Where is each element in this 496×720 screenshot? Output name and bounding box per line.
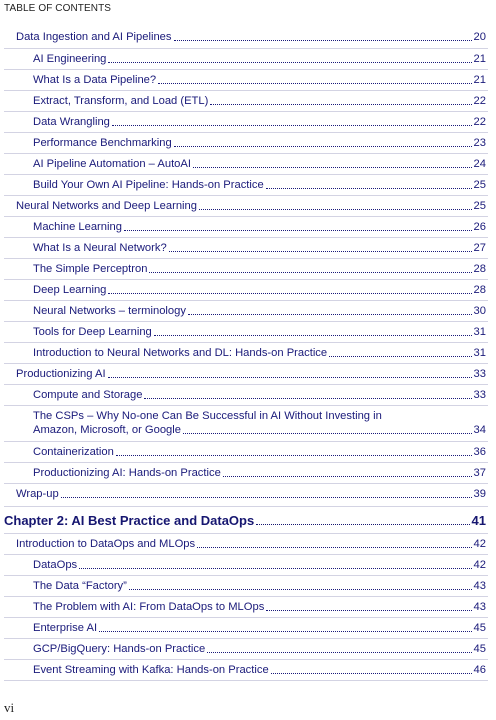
- dot-leader: [169, 251, 472, 252]
- toc-entry[interactable]: [33, 136, 486, 150]
- toc-entry-title: The Data “Factory”: [33, 580, 127, 592]
- dot-leader: [174, 40, 472, 41]
- dot-leader: [108, 293, 471, 294]
- toc-entry-page: 36: [473, 446, 486, 458]
- toc-entry-page: 42: [473, 559, 486, 571]
- toc-entry-page: 30: [473, 305, 486, 317]
- toc-entry[interactable]: [33, 409, 486, 437]
- toc-entry[interactable]: [16, 537, 486, 551]
- toc-entry[interactable]: [33, 579, 486, 593]
- divider: [4, 533, 488, 534]
- toc-entry-page: 37: [473, 467, 486, 479]
- divider: [4, 575, 488, 576]
- dot-leader: [197, 547, 471, 548]
- divider: [4, 554, 488, 555]
- dot-leader: [256, 524, 469, 525]
- divider: [4, 153, 488, 154]
- toc-entry-title: Containerization: [33, 446, 114, 458]
- toc-entry-title: Build Your Own AI Pipeline: Hands-on Practice: [33, 179, 264, 191]
- dot-leader: [210, 104, 471, 105]
- chapter-title: Chapter 2: AI Best Practice and DataOps: [4, 513, 255, 528]
- toc-entry[interactable]: [33, 388, 486, 402]
- toc-entry-page: 33: [473, 389, 486, 401]
- toc-entry[interactable]: [33, 558, 486, 572]
- dot-leader: [223, 476, 472, 477]
- toc-entry[interactable]: [33, 445, 486, 459]
- dot-leader: [144, 398, 471, 399]
- toc-chapter[interactable]: [4, 513, 486, 529]
- dot-leader: [158, 83, 471, 84]
- toc-entry-title: What Is a Data Pipeline?: [33, 74, 157, 86]
- page-number: vi: [4, 700, 15, 715]
- toc-entry-title: Data Wrangling: [33, 116, 110, 128]
- toc-entry-title: Machine Learning: [33, 221, 122, 233]
- dot-leader: [266, 610, 471, 611]
- divider: [4, 659, 488, 660]
- toc-entry-title: AI Engineering: [33, 53, 107, 65]
- dot-leader: [149, 272, 471, 273]
- toc-entry[interactable]: [33, 304, 486, 318]
- toc-entry[interactable]: [33, 346, 486, 360]
- toc-entry-page: 34: [473, 424, 486, 436]
- divider: [4, 638, 488, 639]
- toc-entry-page: 33: [473, 368, 486, 380]
- dot-leader: [199, 209, 472, 210]
- toc-entry-title: Compute and Storage: [33, 389, 143, 401]
- divider: [4, 111, 488, 112]
- dot-leader: [266, 188, 472, 189]
- toc-entry-title: Performance Benchmarking: [33, 137, 172, 149]
- toc-entry-page: 25: [473, 200, 486, 212]
- divider: [4, 48, 488, 49]
- toc-entry-title: Introduction to Neural Networks and DL: Hands-on Practice: [33, 347, 328, 359]
- toc-entry[interactable]: [33, 73, 486, 87]
- toc-entry-page: 21: [473, 53, 486, 65]
- divider: [4, 483, 488, 484]
- toc-entry[interactable]: [16, 487, 486, 501]
- toc-entry-title: DataOps: [33, 559, 78, 571]
- toc-entry-page: 28: [473, 284, 486, 296]
- toc-entry-title: Deep Learning: [33, 284, 107, 296]
- toc-entry-title: GCP/BigQuery: Hands-on Practice: [33, 643, 206, 655]
- divider: [4, 321, 488, 322]
- toc-entry-page: 42: [473, 538, 486, 550]
- divider: [4, 300, 488, 301]
- toc-entry[interactable]: [33, 663, 486, 677]
- divider: [4, 384, 488, 385]
- dot-leader: [112, 125, 472, 126]
- divider: [4, 132, 488, 133]
- dot-leader: [183, 433, 472, 434]
- toc-entry-title: Productionizing AI: [16, 368, 106, 380]
- dot-leader: [188, 314, 472, 315]
- toc-entry-title: Enterprise AI: [33, 622, 98, 634]
- toc-entry[interactable]: [16, 30, 486, 44]
- toc-entry-title: Introduction to DataOps and MLOps: [16, 538, 196, 550]
- toc-entry[interactable]: [33, 466, 486, 480]
- toc-entry[interactable]: [33, 94, 486, 108]
- divider: [4, 279, 488, 280]
- divider: [4, 174, 488, 175]
- dot-leader: [154, 335, 472, 336]
- dot-leader: [124, 230, 472, 231]
- toc-entry[interactable]: [33, 262, 486, 276]
- dot-leader: [329, 356, 471, 357]
- toc-entry-page: 23: [473, 137, 486, 149]
- toc-entry[interactable]: [33, 642, 486, 656]
- divider: [4, 462, 488, 463]
- dot-leader: [271, 673, 472, 674]
- toc-entry-page: 22: [473, 116, 486, 128]
- divider: [4, 237, 488, 238]
- toc-entry[interactable]: [16, 367, 486, 381]
- toc-entry[interactable]: [33, 600, 486, 614]
- toc-entry[interactable]: [33, 283, 486, 297]
- toc-entry-page: 45: [473, 643, 486, 655]
- dot-leader: [193, 167, 472, 168]
- divider: [4, 258, 488, 259]
- toc-entry-page: 39: [473, 488, 486, 500]
- toc-entry-title: Wrap-up: [16, 488, 59, 500]
- toc-entry-title: Neural Networks and Deep Learning: [16, 200, 197, 212]
- toc-entry[interactable]: [33, 178, 486, 192]
- toc-entry[interactable]: [33, 52, 486, 66]
- divider: [4, 596, 488, 597]
- toc-entry[interactable]: [33, 325, 486, 339]
- toc-entry[interactable]: [33, 241, 486, 255]
- running-head: TABLE OF CONTENTS: [4, 3, 112, 14]
- dot-leader: [108, 377, 472, 378]
- toc-entry-page: 22: [473, 95, 486, 107]
- toc-entry-page: 24: [473, 158, 486, 170]
- dot-leader: [129, 589, 472, 590]
- divider: [4, 363, 488, 364]
- toc-entry-title: Data Ingestion and AI Pipelines: [16, 31, 172, 43]
- dot-leader: [99, 631, 471, 632]
- toc-entry-page: 45: [473, 622, 486, 634]
- divider: [4, 506, 488, 507]
- toc-entry[interactable]: [16, 199, 486, 213]
- divider: [4, 617, 488, 618]
- divider: [4, 441, 488, 442]
- divider: [4, 342, 488, 343]
- toc-entry-title: The CSPs – Why No-one Can Be Successful in AI Without Investing in: [33, 410, 382, 422]
- divider: [4, 90, 488, 91]
- toc-entry[interactable]: [33, 115, 486, 129]
- dot-leader: [174, 146, 472, 147]
- chapter-page: 41: [471, 513, 486, 528]
- toc-entry-page: 27: [473, 242, 486, 254]
- divider: [4, 69, 488, 70]
- toc-entry-page: 21: [473, 74, 486, 86]
- dot-leader: [79, 568, 471, 569]
- toc-entry-page: 43: [473, 580, 486, 592]
- toc-entry-title: Extract, Transform, and Load (ETL): [33, 95, 209, 107]
- toc-entry-page: 43: [473, 601, 486, 613]
- divider: [4, 195, 488, 196]
- divider: [4, 680, 488, 681]
- toc-entry-title: The Simple Perceptron: [33, 263, 148, 275]
- toc-entry[interactable]: [33, 621, 486, 635]
- dot-leader: [108, 62, 471, 63]
- dot-leader: [116, 455, 472, 456]
- dot-leader: [61, 497, 472, 498]
- toc-entry-page: 25: [473, 179, 486, 191]
- divider: [4, 405, 488, 406]
- toc-entry[interactable]: [33, 220, 486, 234]
- toc-entry-page: 20: [473, 31, 486, 43]
- toc-entry-page: 26: [473, 221, 486, 233]
- dot-leader: [207, 652, 471, 653]
- toc-entry-title: AI Pipeline Automation – AutoAI: [33, 158, 191, 170]
- toc-entry-title: Tools for Deep Learning: [33, 326, 152, 338]
- toc-entry-title: Productionizing AI: Hands-on Practice: [33, 467, 221, 479]
- toc-entry-title-continued: Amazon, Microsoft, or Google: [33, 424, 181, 436]
- divider: [4, 216, 488, 217]
- toc-entry-page: 28: [473, 263, 486, 275]
- toc-entry-page: 31: [473, 347, 486, 359]
- toc-entry-page: 31: [473, 326, 486, 338]
- toc-entry-title: The Problem with AI: From DataOps to MLOps: [33, 601, 265, 613]
- toc-entry-page: 46: [473, 664, 486, 676]
- toc-entry-title: Event Streaming with Kafka: Hands-on Practice: [33, 664, 269, 676]
- toc-entry-title: What Is a Neural Network?: [33, 242, 167, 254]
- toc-entry-title: Neural Networks – terminology: [33, 305, 186, 317]
- toc-entry[interactable]: [33, 157, 486, 171]
